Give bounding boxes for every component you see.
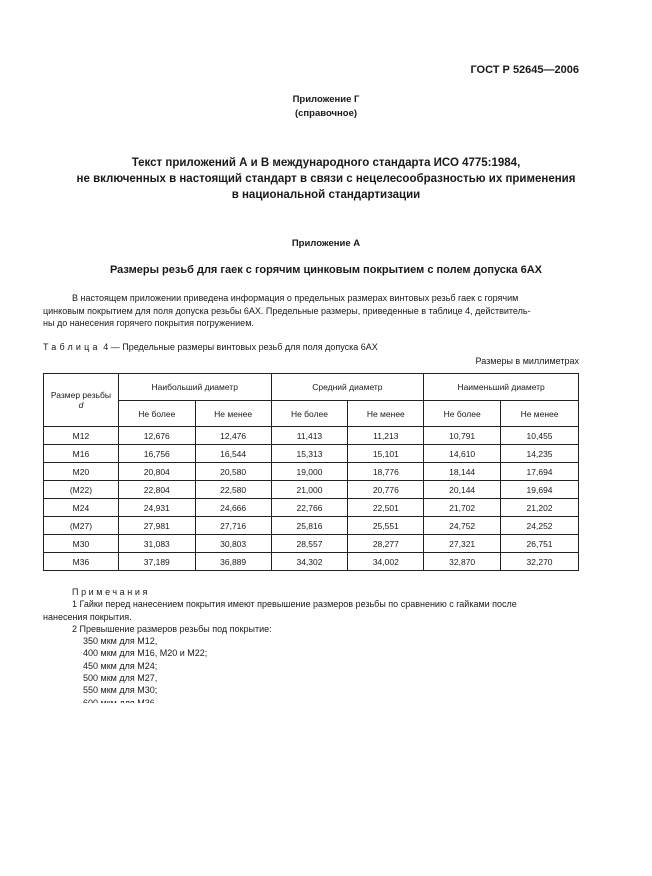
table-cell: 11,413 bbox=[271, 427, 348, 445]
table-caption-word: Таблица bbox=[43, 342, 101, 352]
table-cell: 17,694 bbox=[501, 463, 579, 481]
table-cell: 10,455 bbox=[501, 427, 579, 445]
table-cell: 28,277 bbox=[348, 535, 424, 553]
cell-thread-size: M36 bbox=[44, 553, 119, 571]
table-cell: 25,816 bbox=[271, 517, 348, 535]
table-cell: 27,716 bbox=[195, 517, 271, 535]
table-cell: 22,580 bbox=[195, 481, 271, 499]
table-cell: 25,551 bbox=[348, 517, 424, 535]
note-2: 2 Превышение размеров резьбы под покрытие: bbox=[72, 623, 272, 634]
table-cell: 34,302 bbox=[271, 553, 348, 571]
main-title-line-1: Текст приложений А и В международного стандарта ИСО 4775:1984, bbox=[131, 157, 521, 169]
table-cell: 14,610 bbox=[424, 445, 501, 463]
table-row bbox=[44, 463, 579, 481]
table-cell: 22,766 bbox=[271, 499, 348, 517]
paragraph-line-3: ны до нанесения горячего покрытия погружением. bbox=[43, 318, 254, 328]
table-cell: 24,666 bbox=[195, 499, 271, 517]
header-min: Не менее bbox=[348, 401, 424, 427]
table-row bbox=[44, 517, 579, 535]
appendix-heading bbox=[0, 93, 652, 121]
thread-dimensions-table bbox=[43, 373, 579, 571]
notes-title: Примечания bbox=[72, 587, 150, 597]
paragraph-line-1: В настоящем приложении приведена информация о предельных размерах винтовых резьб гаек с горячим bbox=[72, 293, 519, 303]
header-min: Не менее bbox=[195, 401, 271, 427]
table-caption bbox=[43, 342, 378, 352]
table-cell: 19,694 bbox=[501, 481, 579, 499]
table-cell: 26,751 bbox=[501, 535, 579, 553]
units-note: Размеры в миллиметрах bbox=[475, 356, 579, 366]
table-row bbox=[44, 535, 579, 553]
table-cell: 14,235 bbox=[501, 445, 579, 463]
table-cell: 18,144 bbox=[424, 463, 501, 481]
table-cell: 24,252 bbox=[501, 517, 579, 535]
section-title: Размеры резьб для гаек с горячим цинковым покрытием с полем допуска 6АХ bbox=[109, 264, 543, 276]
table-cell: 20,580 bbox=[195, 463, 271, 481]
header-major-diameter: Наибольший диаметр bbox=[118, 374, 271, 401]
header-thread-size-symbol: d bbox=[78, 400, 84, 410]
note-2-item: 550 мкм для M30; bbox=[83, 685, 158, 696]
table-cell: 18,776 bbox=[348, 463, 424, 481]
table-cell: 28,557 bbox=[271, 535, 348, 553]
appendix-kind: (справочное) bbox=[294, 108, 358, 119]
cell-thread-size: M16 bbox=[44, 445, 119, 463]
table-row bbox=[44, 445, 579, 463]
table-cell: 34,002 bbox=[348, 553, 424, 571]
main-title-line-2: не включенных в настоящий стандарт в связи с нецелесообразностью их применения bbox=[76, 173, 576, 185]
appendix-label: Приложение Г bbox=[292, 94, 360, 105]
table-cell: 20,804 bbox=[118, 463, 195, 481]
standard-number: ГОСТ Р 52645—2006 bbox=[470, 64, 579, 76]
header-thread-size-label: Размер резьбы bbox=[50, 390, 111, 400]
cell-thread-size: M30 bbox=[44, 535, 119, 553]
table-cell: 16,756 bbox=[118, 445, 195, 463]
table-cell: 27,981 bbox=[118, 517, 195, 535]
cell-thread-size: (M27) bbox=[44, 517, 119, 535]
note-2-item: 450 мкм для M24; bbox=[83, 660, 158, 671]
table-row bbox=[44, 499, 579, 517]
table-row bbox=[44, 553, 579, 571]
header-max: Не более bbox=[424, 401, 501, 427]
paragraph-line-2: цинковым покрытием для поля допуска резьбы 6АХ. Предельные размеры, приведенные в таблице 4, действитель- bbox=[43, 305, 531, 316]
intro-paragraph bbox=[43, 292, 579, 330]
table-cell: 21,000 bbox=[271, 481, 348, 499]
note-2-item: 500 мкм для M27, bbox=[83, 673, 158, 684]
table-cell: 10,791 bbox=[424, 427, 501, 445]
header-pitch-diameter: Средний диаметр bbox=[271, 374, 424, 401]
header-thread-size bbox=[44, 374, 119, 427]
header-max: Не более bbox=[118, 401, 195, 427]
note-2-item: 400 мкм для M16, M20 и M22; bbox=[83, 648, 208, 659]
cell-thread-size: M20 bbox=[44, 463, 119, 481]
table-cell: 22,804 bbox=[118, 481, 195, 499]
table-cell: 15,101 bbox=[348, 445, 424, 463]
page-crop-edge bbox=[43, 703, 603, 715]
table-cell: 12,676 bbox=[118, 427, 195, 445]
header-min: Не менее bbox=[501, 401, 579, 427]
table-cell: 37,189 bbox=[118, 553, 195, 571]
table-cell: 21,702 bbox=[424, 499, 501, 517]
table-cell: 12,476 bbox=[195, 427, 271, 445]
table-caption-text: 4 — Предельные размеры винтовых резьб для поля допуска 6АХ bbox=[103, 342, 378, 352]
table-cell: 31,083 bbox=[118, 535, 195, 553]
table-cell: 15,313 bbox=[271, 445, 348, 463]
note-2-item: 350 мкм для M12, bbox=[83, 636, 158, 647]
table-row bbox=[44, 481, 579, 499]
table-cell: 16,544 bbox=[195, 445, 271, 463]
table-cell: 11,213 bbox=[348, 427, 424, 445]
notes-section bbox=[43, 586, 583, 709]
table-cell: 32,870 bbox=[424, 553, 501, 571]
table-cell: 24,931 bbox=[118, 499, 195, 517]
table-cell: 22,501 bbox=[348, 499, 424, 517]
table-cell: 36,889 bbox=[195, 553, 271, 571]
table-cell: 20,776 bbox=[348, 481, 424, 499]
header-max: Не более bbox=[271, 401, 348, 427]
note-1-line-2: нанесения покрытия. bbox=[43, 611, 132, 622]
table-row bbox=[44, 427, 579, 445]
table-cell: 19,000 bbox=[271, 463, 348, 481]
main-title bbox=[0, 155, 652, 203]
table-cell: 24,752 bbox=[424, 517, 501, 535]
table-cell: 30,803 bbox=[195, 535, 271, 553]
note-1-line-1: 1 Гайки перед нанесением покрытия имеют превышение размеров резьбы по сравнению с гайками после bbox=[72, 599, 517, 610]
table-cell: 27,321 bbox=[424, 535, 501, 553]
table-cell: 20,144 bbox=[424, 481, 501, 499]
cell-thread-size: M12 bbox=[44, 427, 119, 445]
main-title-line-3: в национальной стандартизации bbox=[231, 189, 421, 201]
cell-thread-size: M24 bbox=[44, 499, 119, 517]
sub-appendix-label: Приложение А bbox=[291, 238, 361, 249]
cell-thread-size: (M22) bbox=[44, 481, 119, 499]
table-cell: 32,270 bbox=[501, 553, 579, 571]
table-cell: 21,202 bbox=[501, 499, 579, 517]
header-minor-diameter: Наименьший диаметр bbox=[424, 374, 579, 401]
